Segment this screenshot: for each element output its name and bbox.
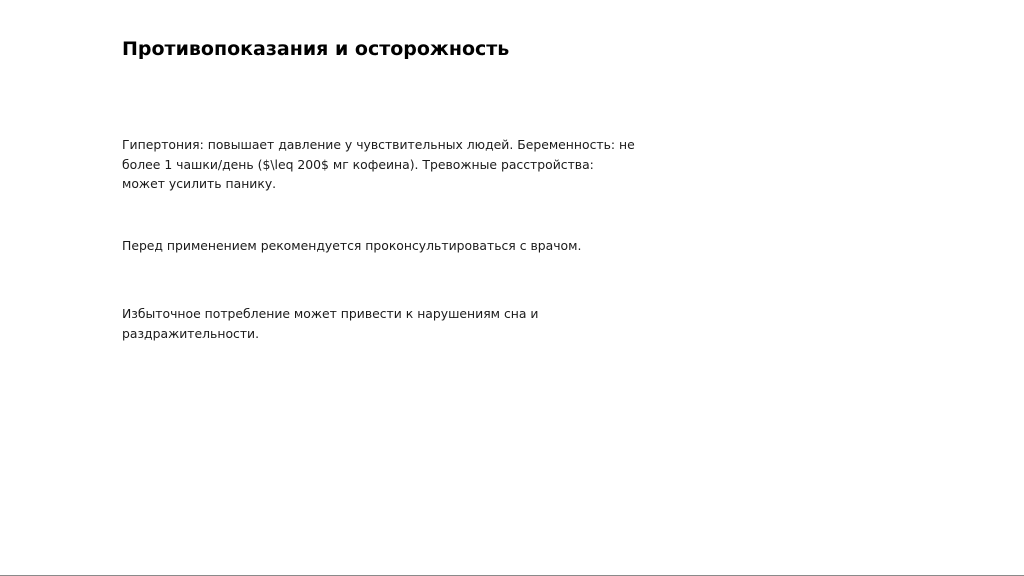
- paragraph-line: раздражительности.: [122, 325, 260, 341]
- consultation-paragraph: [122, 236, 682, 256]
- paragraph-line: более 1 чашки/день ($\leq 200$ мг кофеина). Тревожные расстройства:: [122, 156, 594, 172]
- contraindications-paragraph: [122, 135, 682, 194]
- paragraph-line: Гипертония: повышает давление у чувствительных людей. Беременность: не: [122, 137, 635, 152]
- overuse-paragraph: [122, 304, 682, 343]
- paragraph-line: может усилить панику.: [122, 176, 277, 191]
- paragraph-line: Избыточное потребление может привести к нарушениям сна и: [122, 306, 539, 321]
- slide-title: Противопоказания и осторожность: [122, 38, 510, 60]
- paragraph-line: Перед применением рекомендуется проконсультироваться с врачом.: [122, 238, 582, 253]
